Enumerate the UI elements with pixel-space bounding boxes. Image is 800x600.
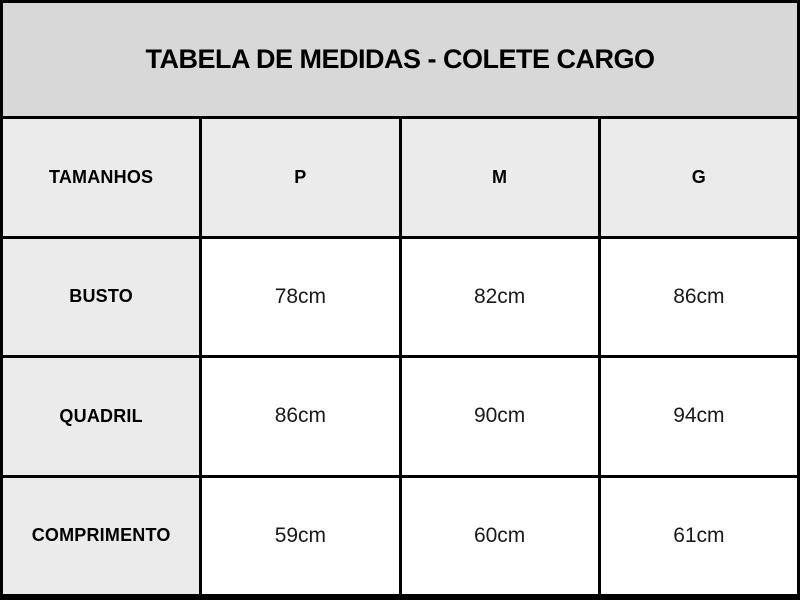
column-header-size-m: M	[402, 119, 598, 236]
comprimento-value-m: 60cm	[402, 478, 598, 595]
column-header-size-g: G	[601, 119, 797, 236]
busto-value-g: 86cm	[601, 239, 797, 356]
quadril-value-g: 94cm	[601, 358, 797, 475]
row-label-busto: BUSTO	[3, 239, 199, 356]
busto-value-m: 82cm	[402, 239, 598, 356]
quadril-value-m: 90cm	[402, 358, 598, 475]
comprimento-value-g: 61cm	[601, 478, 797, 595]
row-label-comprimento: COMPRIMENTO	[3, 478, 199, 595]
column-header-size-p: P	[202, 119, 398, 236]
busto-value-p: 78cm	[202, 239, 398, 356]
table-title: TABELA DE MEDIDAS - COLETE CARGO	[3, 3, 797, 116]
comprimento-value-p: 59cm	[202, 478, 398, 595]
column-header-tamanhos: TAMANHOS	[3, 119, 199, 236]
row-label-quadril: QUADRIL	[3, 358, 199, 475]
quadril-value-p: 86cm	[202, 358, 398, 475]
